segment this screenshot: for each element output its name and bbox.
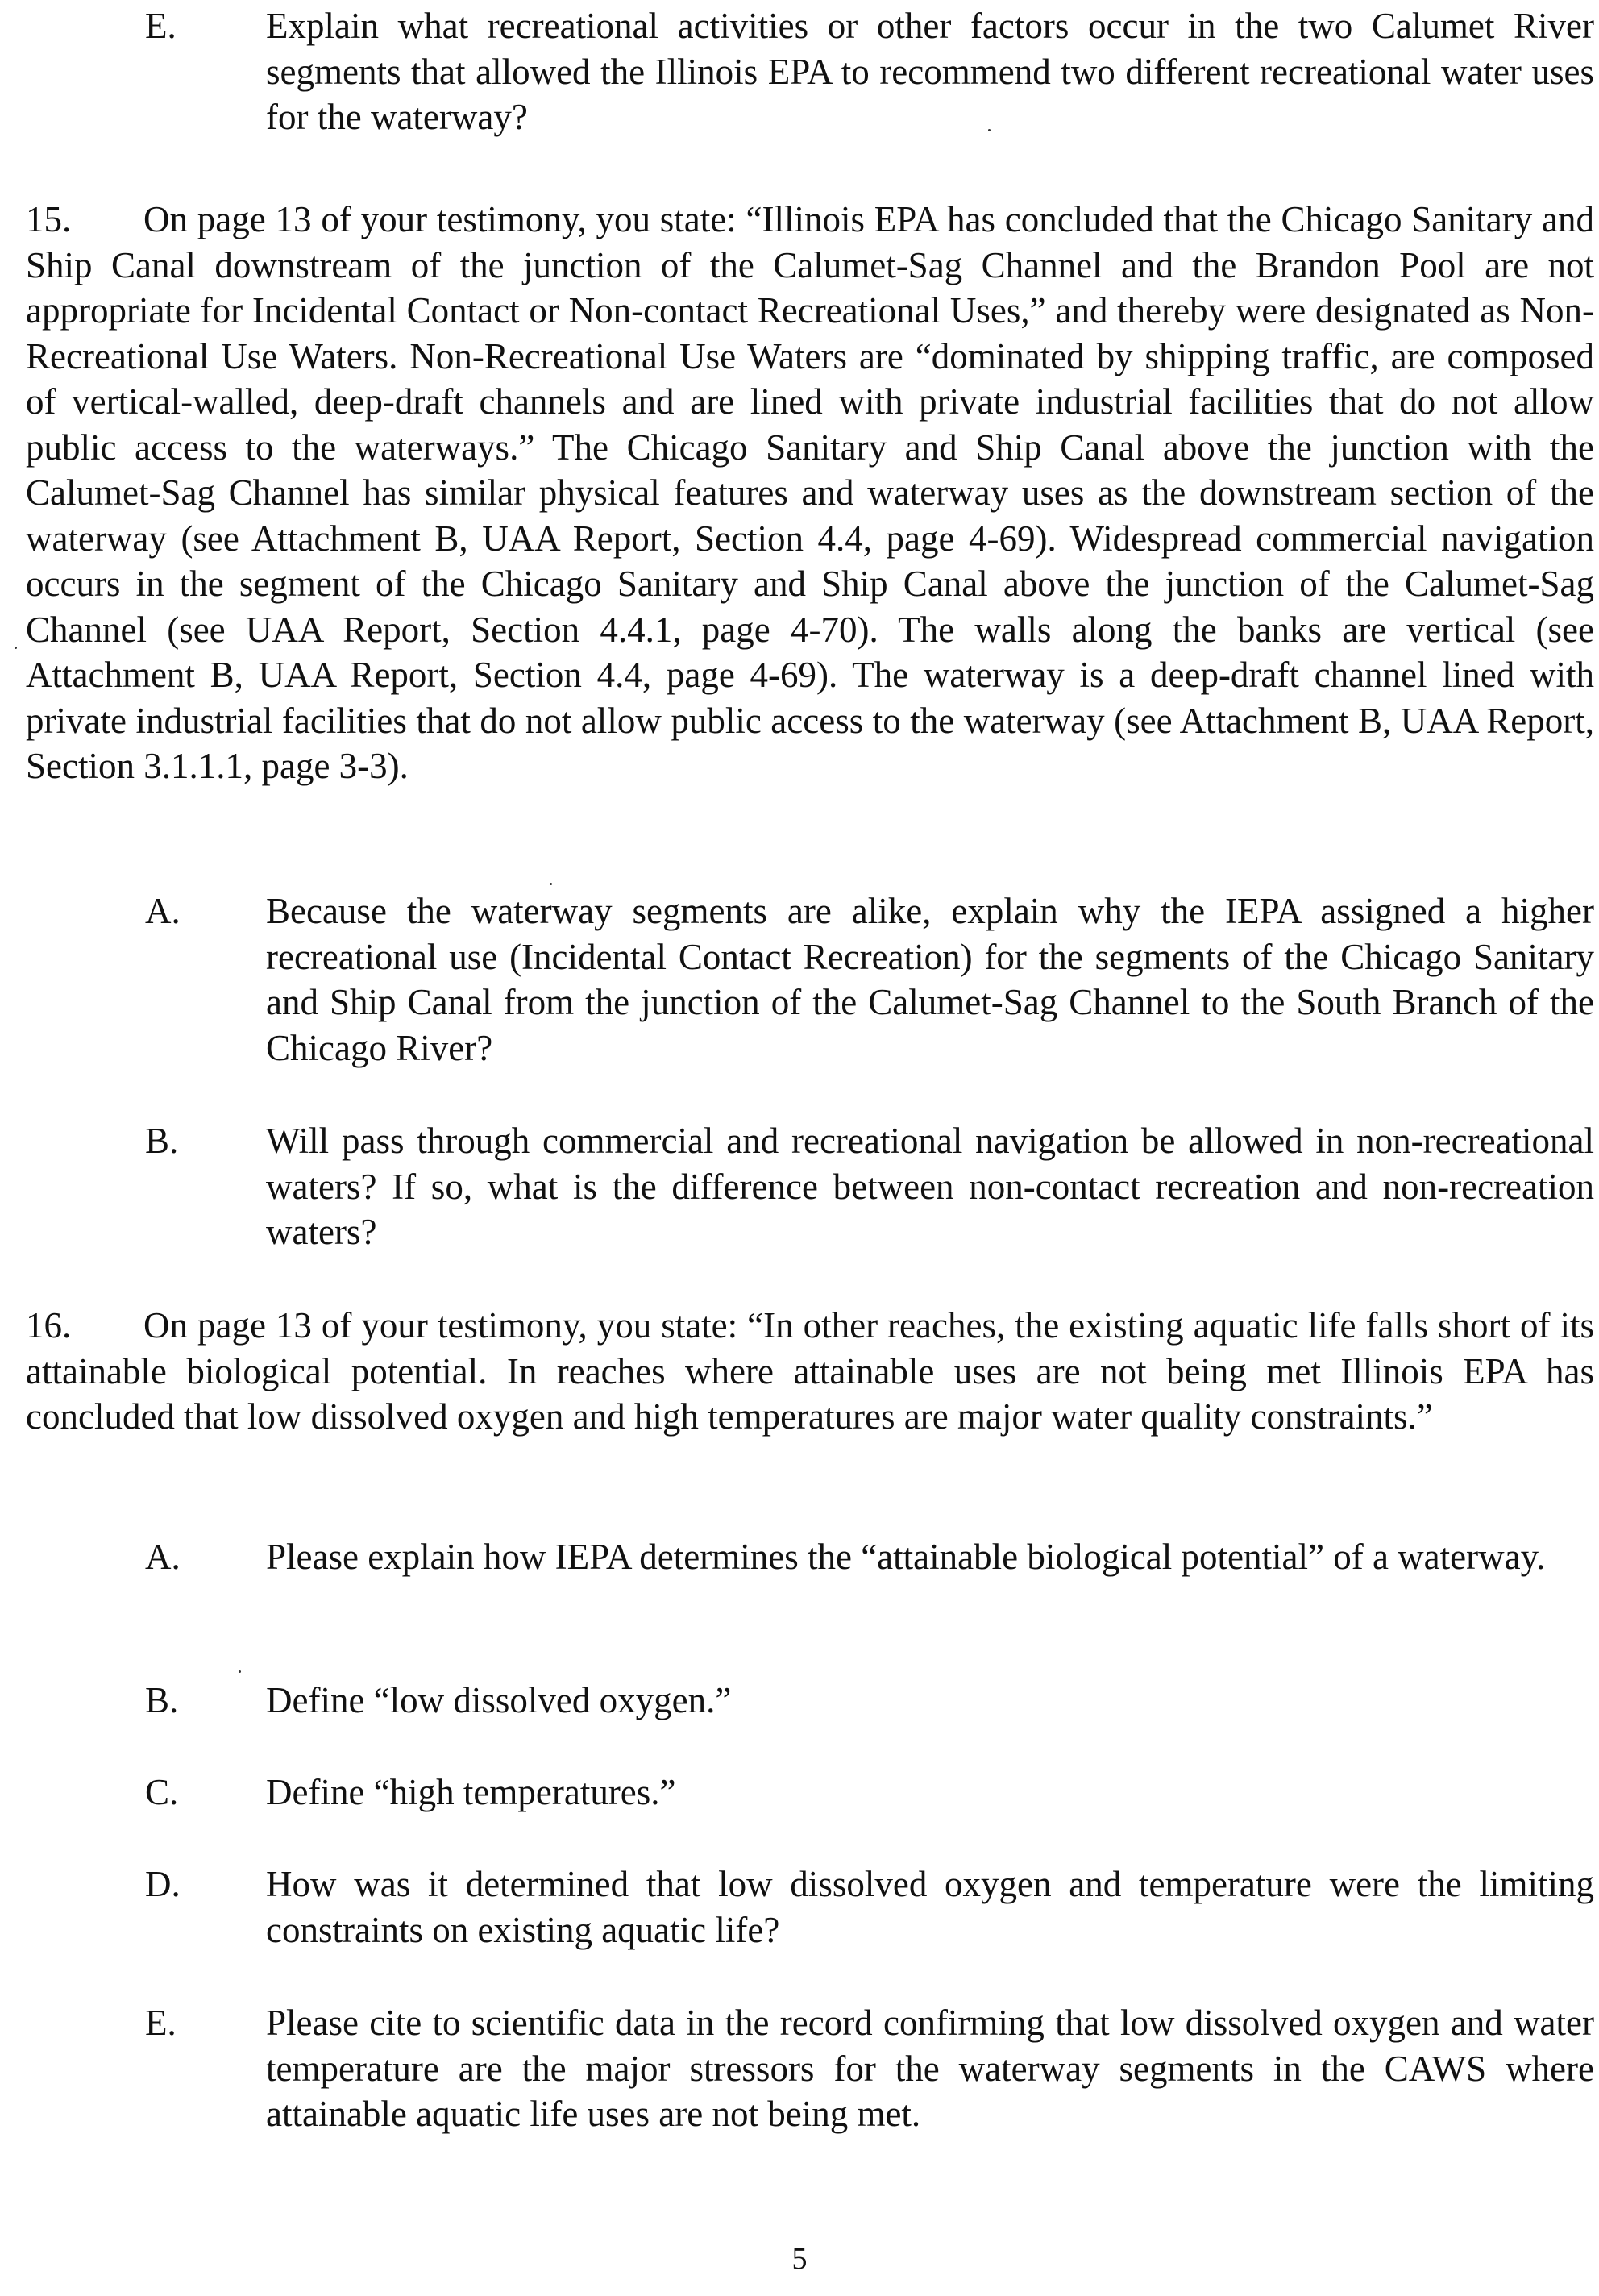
item-letter: D. bbox=[145, 1864, 181, 1904]
question-16c bbox=[145, 1770, 1594, 1816]
item-text: Will pass through commercial and recreational navigation be allowed in non-recreational waters? If so, what is the difference between non-contact recreation and non-recreation waters? bbox=[266, 1121, 1594, 1252]
item-letter: E. bbox=[145, 6, 177, 46]
item-letter: A. bbox=[145, 891, 181, 931]
item-text: Define “high temperatures.” bbox=[266, 1772, 676, 1812]
item-text: How was it determined that low dissolved oxygen and temperature were the limiting constraints on existing aquatic life? bbox=[266, 1864, 1594, 1950]
item-letter: B. bbox=[145, 1680, 179, 1720]
item-letter: E. bbox=[145, 2003, 177, 2043]
question-number: 16. bbox=[26, 1305, 72, 1346]
question-15 bbox=[26, 197, 1594, 789]
item-letter: B. bbox=[145, 1121, 179, 1161]
question-16e bbox=[145, 2000, 1594, 2137]
item-text: Please cite to scientific data in the record confirming that low dissolved oxygen and water temperature are the major stressors for the waterway segments in the CAWS where attainable aquatic life uses are not being met. bbox=[266, 2003, 1594, 2134]
page-number: 5 bbox=[791, 2242, 808, 2276]
item-text: Please explain how IEPA determines the “attainable biological potential” of a waterway. bbox=[266, 1537, 1546, 1577]
scan-speck bbox=[239, 1670, 241, 1673]
item-letter: C. bbox=[145, 1772, 179, 1812]
item-text: Define “low dissolved oxygen.” bbox=[266, 1680, 732, 1720]
scan-speck bbox=[988, 129, 991, 131]
question-14e bbox=[145, 3, 1594, 140]
question-15a bbox=[145, 888, 1594, 1071]
question-text: On page 13 of your testimony, you state: “In other reaches, the existing aquatic life falls short of its attainable biological potential. In reaches where attainable uses are not being met Illinois EPA has concluded that low dissolved oxygen and high temperatures are major water quality constraints.” bbox=[26, 1305, 1594, 1437]
question-16b bbox=[145, 1678, 1594, 1724]
scan-speck bbox=[15, 647, 17, 649]
question-number: 15. bbox=[26, 199, 72, 239]
question-16 bbox=[26, 1303, 1594, 1440]
question-15b bbox=[145, 1118, 1594, 1255]
scan-speck bbox=[550, 883, 552, 885]
question-16d bbox=[145, 1861, 1594, 1953]
question-16a bbox=[145, 1534, 1594, 1580]
question-text: On page 13 of your testimony, you state: “Illinois EPA has concluded that the Chicago Sanitary and Ship Canal downstream of the junction of the Calumet-Sag Channel and the Brandon Pool are not appropriate for Incidental Contact or Non-contact Recreational Uses,” and thereby were designated as Non-Recreational Use Waters. Non-Recreational Use Waters are “dominated by shipping traffic, are composed of vertical-walled, deep-draft channels and are lined with private industrial facilities that do not allow public access to the waterways.” The Chicago Sanitary and Ship Canal above the junction with the Calumet-Sag Channel has similar physical features and waterway uses as the downstream section of the waterway (see Attachment B, UAA Report, Section 4.4, page 4-69). Widespread commercial navigation occurs in the segment of the Chicago Sanitary and Ship Canal above the junction of the Calumet-Sag Channel (see UAA Report, Section 4.4.1, page 4-70). The walls along the banks are vertical (see Attachment B, UAA Report, Section 4.4, page 4-69). The waterway is a deep-draft channel lined with private industrial facilities that do not allow public access to the waterway (see Attachment B, UAA Report, Section 3.1.1.1, page 3-3). bbox=[26, 199, 1594, 786]
item-text: Because the waterway segments are alike, explain why the IEPA assigned a higher recreational use (Incidental Contact Recreation) for the segments of the Chicago Sanitary and Ship Canal from the junction of the Calumet-Sag Channel to the South Branch of the Chicago River? bbox=[266, 891, 1594, 1068]
item-letter: A. bbox=[145, 1537, 181, 1577]
item-text: Explain what recreational activities or other factors occur in the two Calumet River segments that allowed the Illinois EPA to recommend two different recreational water uses for the waterway? bbox=[266, 6, 1594, 137]
